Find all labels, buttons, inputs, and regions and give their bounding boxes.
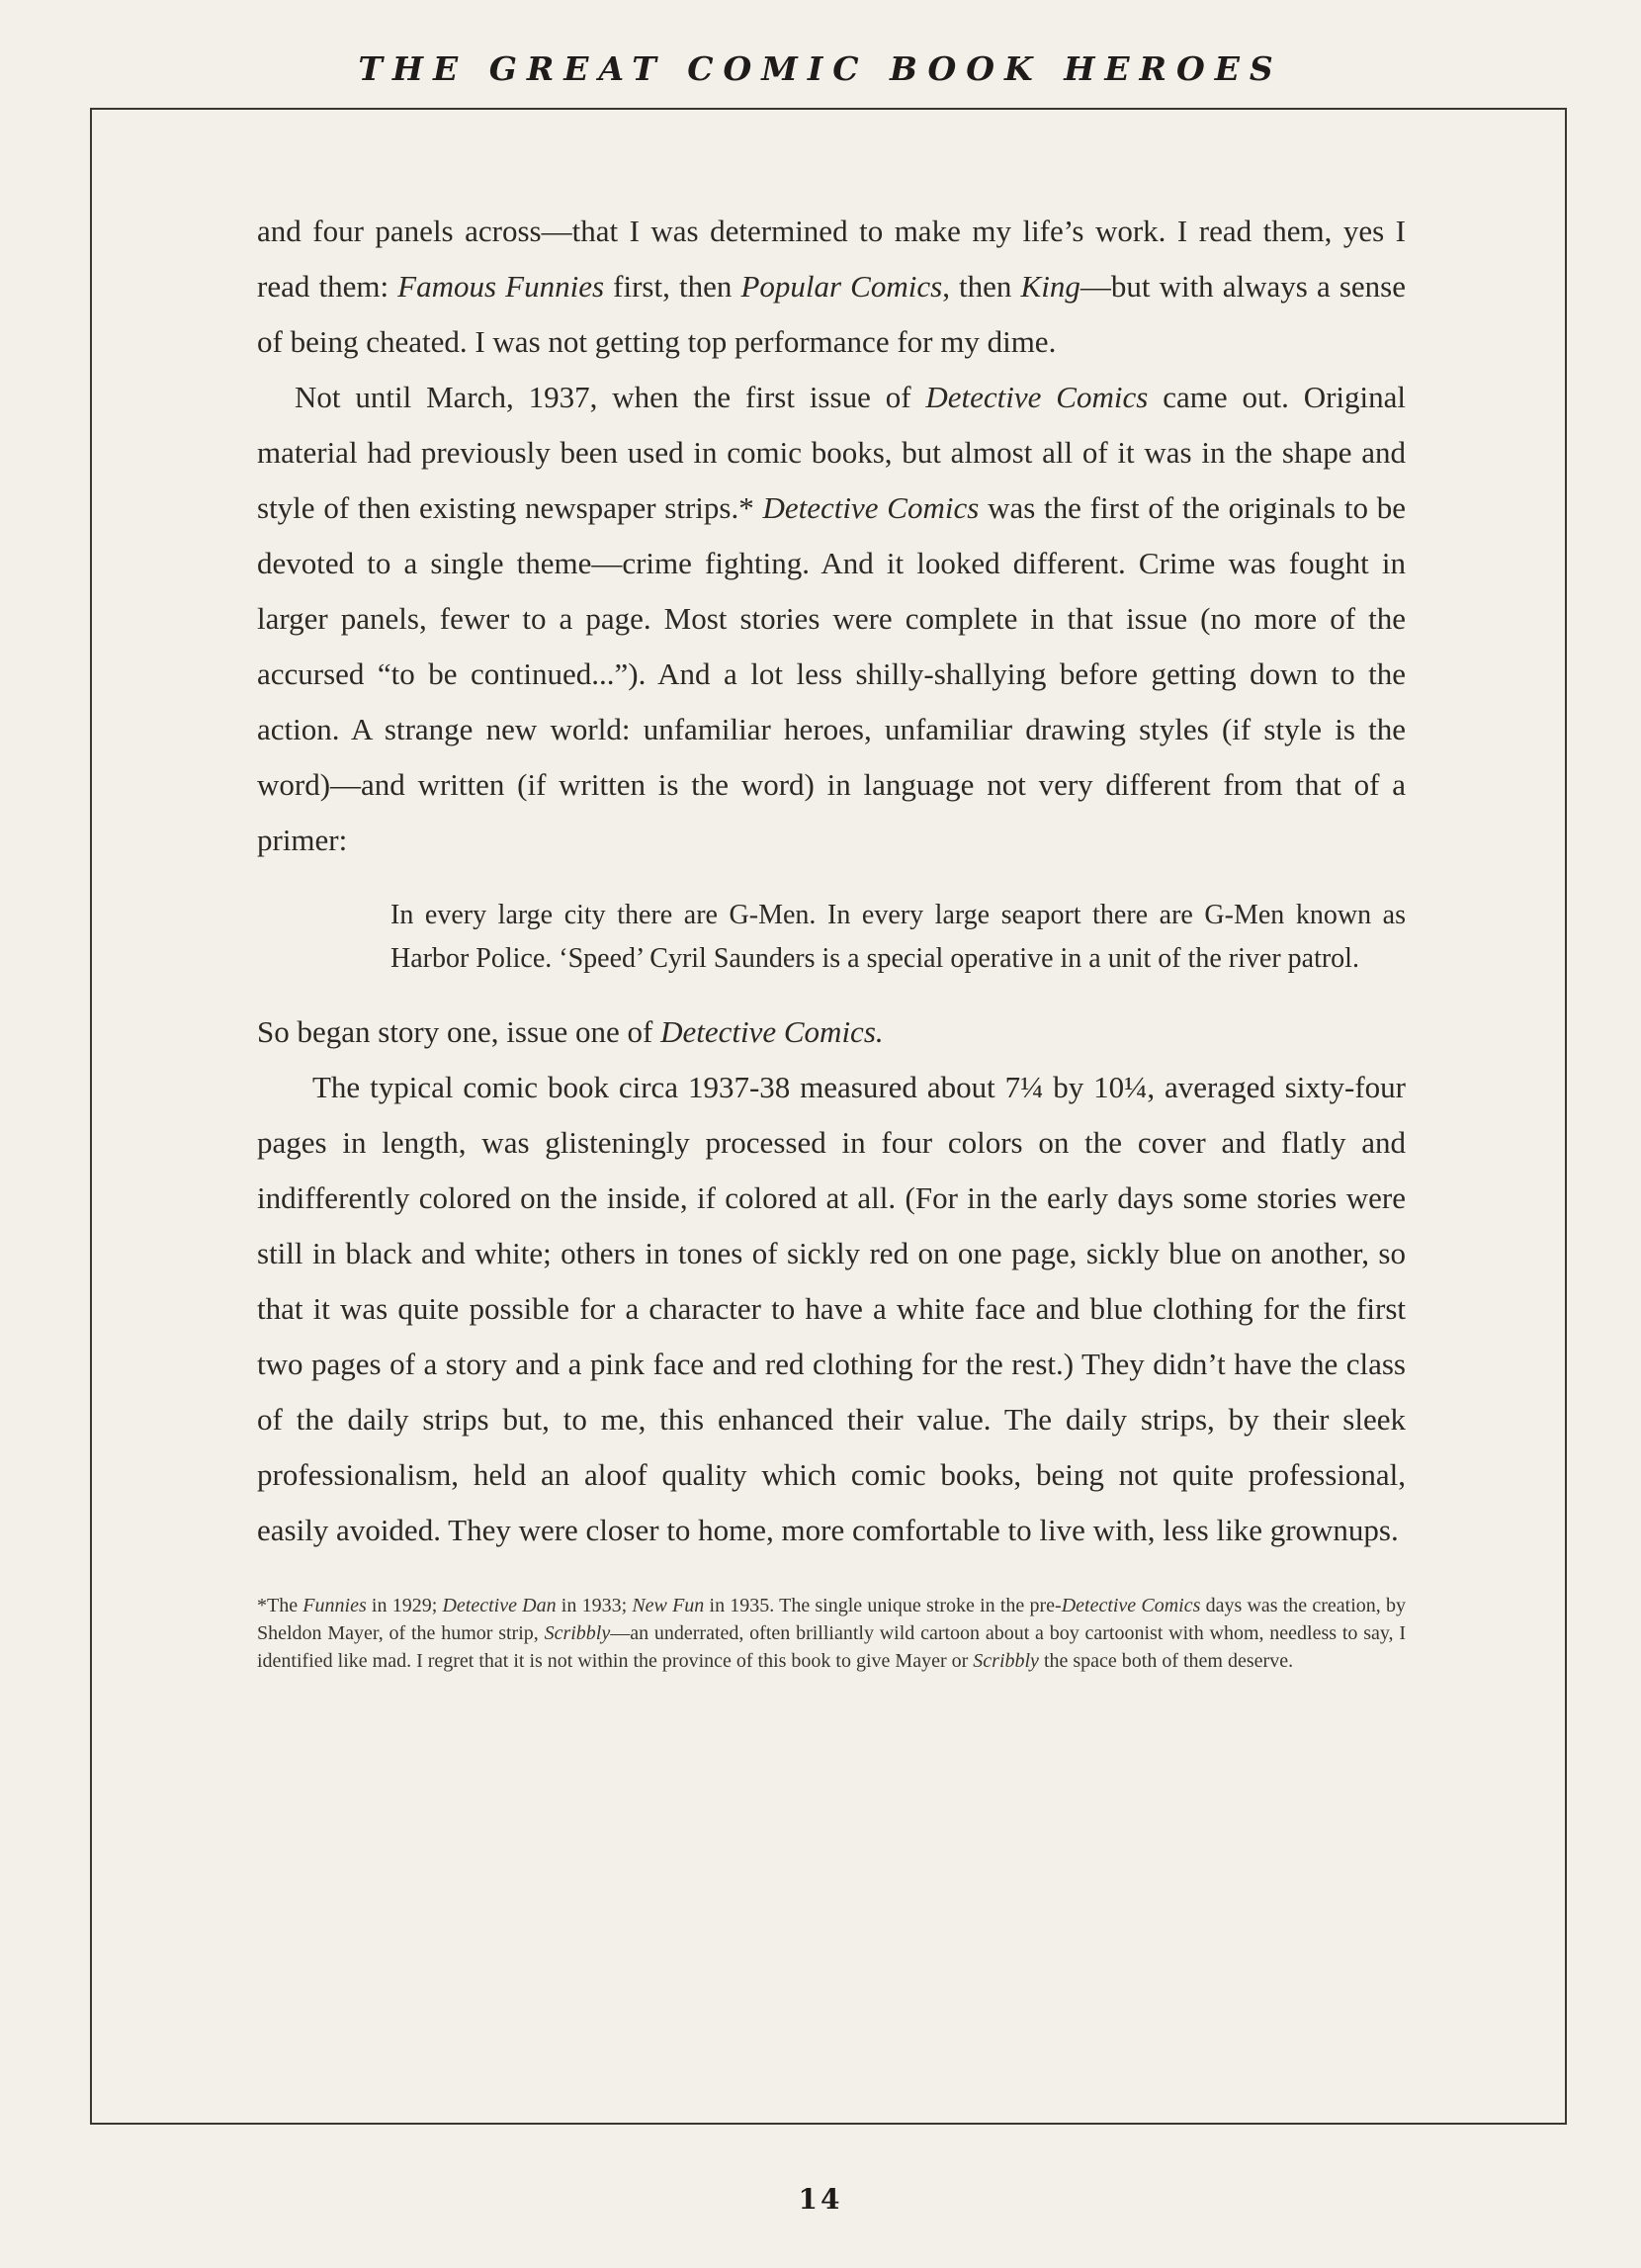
block-quote: In every large city there are G-Men. In every large seaport there are G-Men known as Harbor Police. ‘Speed’ Cyril Saunders is a special operative in a unit of the river patrol.: [390, 900, 1406, 974]
body-text: [257, 204, 1406, 1675]
footnote: *The Funnies in 1929; Detective Dan in 1933; New Fun in 1935. The single unique stroke in the pre-Detective Comics days was the creation, by Sheldon Mayer, of the humor strip, Scribbly—an underrated, often brilliantly wild cartoon about a boy cartoonist with whom, needless to say, I identified like mad. I regret that it is not within the province of this book to give Mayer or Scribbly the space both of them deserve.: [257, 1595, 1406, 1672]
paragraph-continued: and four panels across—that I was determined to make my life’s work. I read them, yes I read them: Famous Funnies first, then Popular Comics, then King—but with always a sense of being cheated. I was not getting top performance for my dime.: [257, 214, 1407, 359]
paragraph-detective-comics: Not until March, 1937, when the first issue of Detective Comics came out. Original material had previously been used in comic books, but almost all of it was in the shape and style of then existing newspaper strips.* Detective Comics was the first of the originals to be devoted to a single theme—crime fighting. And it looked different. Crime was fought in larger panels, fewer to a page. Most stories were complete in that issue (no more of the accursed “to be continued...”). And a lot less shilly-shallying before getting down to the action. A strange new world: unfamiliar heroes, unfamiliar drawing styles (if style is the word)—and written (if written is the word) in language not very different from that of a primer:: [257, 380, 1407, 857]
page-number: 14: [798, 2183, 843, 2216]
running-title: THE GREAT COMIC BOOK HEROES: [358, 49, 1283, 88]
paragraph-typical-comic-book: The typical comic book circa 1937-38 measured about 7¼ by 10¼, averaged sixty-four pages in length, was glisteningly processed in four colors on the cover and flatly and indifferently colored on the inside, if colored at all. (For in the early days some stories were still in black and white; others in tones of sickly red on one page, sickly blue on another, so that it was quite possible for a character to have a white face and blue clothing for the first two pages of a story and a pink face and red clothing for the rest.) They didn’t have the class of the daily strips but, to me, this enhanced their value. The daily strips, by their sleek professionalism, held an aloof quality which comic books, being not quite professional, easily avoided. They were closer to home, more comfortable to live with, less like grownups.: [257, 1070, 1406, 1547]
paragraph-story-one: So began story one, issue one of Detective Comics.: [257, 1014, 884, 1049]
